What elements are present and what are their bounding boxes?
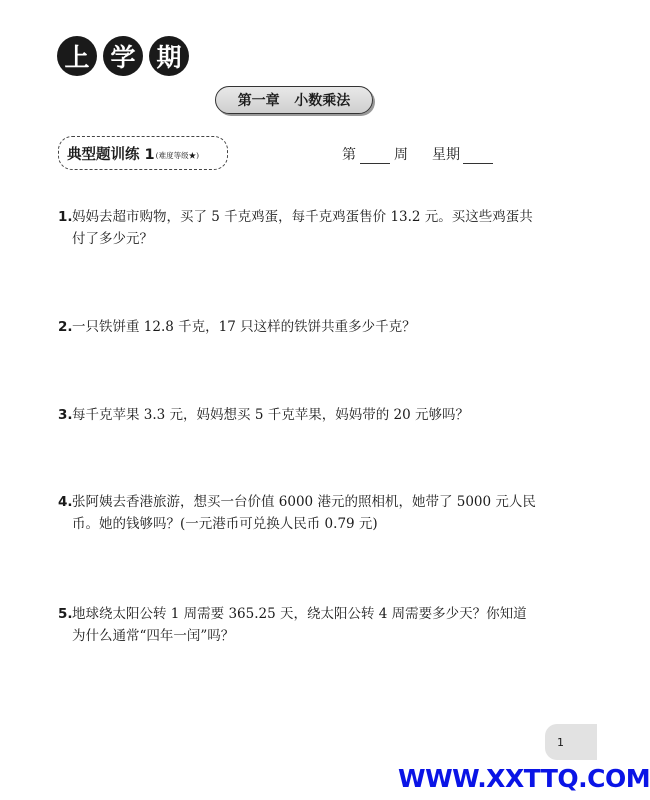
week-label-di: 第 (342, 147, 356, 163)
weekday-label: 星期 (432, 147, 460, 163)
chapter-title: 第一章 小数乘法 (215, 86, 373, 114)
question-1 (58, 206, 538, 250)
question-text: 张阿姨去香港旅游，想买一台价值 6000 港元的照相机，她带了 5000 元人民币。她的钱够吗？(一元港币可兑换人民币 0.79 元) (72, 494, 536, 532)
week-blank[interactable] (360, 147, 390, 164)
semester-heading (57, 36, 189, 76)
question-text: 每千克苹果 3.3 元，妈妈想买 5 千克苹果，妈妈带的 20 元够吗？ (72, 407, 469, 423)
week-day-field (342, 144, 493, 164)
question-text: 妈妈去超市购物，买了 5 千克鸡蛋，每千克鸡蛋售价 13.2 元。买这些鸡蛋共付了多少元？ (72, 209, 533, 247)
practice-title: 典型题训练 1 (67, 146, 155, 163)
practice-difficulty: (难度等级★) (155, 150, 199, 160)
page-number: 1 (557, 735, 564, 749)
question-number: 2. (58, 319, 73, 335)
question-number: 5. (58, 606, 73, 622)
question-number: 3. (58, 407, 73, 423)
question-number: 4. (58, 494, 73, 510)
semester-char-3: 期 (149, 36, 189, 76)
week-label-zhou: 周 (394, 147, 408, 163)
semester-char-1: 上 (57, 36, 97, 76)
question-5 (58, 603, 538, 647)
watermark: WWW.XXTTQ.COM (398, 764, 650, 793)
question-text: 一只铁饼重 12.8 千克，17 只这样的铁饼共重多少千克？ (72, 319, 416, 335)
weekday-blank[interactable] (463, 147, 493, 164)
question-2 (58, 316, 538, 338)
semester-char-2: 学 (103, 36, 143, 76)
question-3 (58, 404, 538, 426)
question-number: 1. (58, 209, 73, 225)
page-number-tab (545, 724, 597, 760)
question-4 (58, 491, 538, 535)
question-text: 地球绕太阳公转 1 周需要 365.25 天，绕太阳公转 4 周需要多少天？你知道为什么通常“四年一闰”吗？ (72, 606, 527, 644)
practice-box (58, 136, 228, 170)
